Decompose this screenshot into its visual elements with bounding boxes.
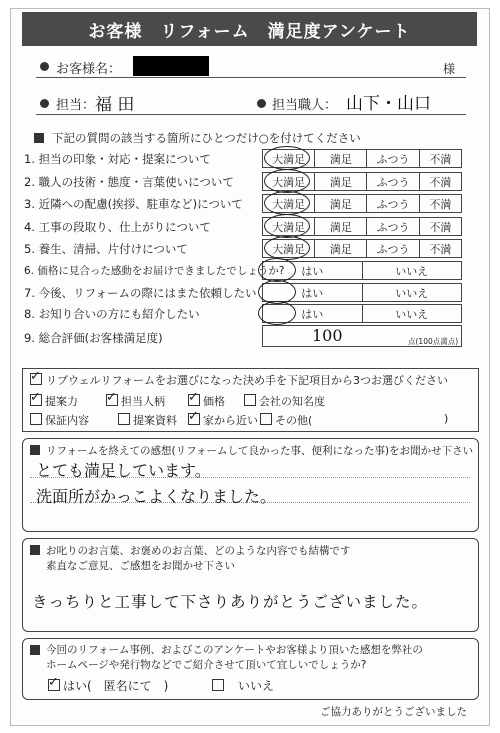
question-label: 2. 職人の技術・態度・言葉使いについて: [24, 175, 234, 189]
reason-label: 会社の知名度: [259, 395, 325, 408]
reason-label: 保証内容: [45, 414, 89, 427]
checkbox-icon[interactable]: [30, 394, 42, 406]
checkbox-icon[interactable]: [118, 413, 130, 425]
reason-item[interactable]: [188, 412, 258, 428]
impression-line-1: とても満足しています。: [36, 461, 211, 480]
selection-circle: [264, 236, 310, 260]
question-label: 8. お知り合いの方にも紹介したい: [24, 307, 200, 321]
section-square-icon: [34, 133, 44, 143]
option-very-satisfied[interactable]: 大満足: [263, 240, 315, 257]
option-dissatisfied[interactable]: 不満: [429, 197, 452, 211]
option-satisfied[interactable]: 満足: [315, 195, 367, 212]
option-satisfied[interactable]: 満足: [315, 173, 367, 190]
selection-circle: [264, 146, 310, 170]
questions-intro: 下記の質問の該当する箇所にひとつだけ○を付けてください: [52, 131, 361, 145]
reason-label: 提案力: [45, 395, 78, 408]
option-satisfied[interactable]: 満足: [315, 150, 367, 167]
option-very-satisfied[interactable]: 大満足: [263, 195, 315, 212]
reason-item[interactable]: [30, 412, 89, 428]
option-neutral[interactable]: ふつう: [367, 218, 419, 235]
customer-underline: [36, 77, 466, 78]
section-square-icon: [30, 645, 40, 655]
checkbox-icon[interactable]: [244, 394, 256, 406]
survey-title: お客様 リフォーム 満足度アンケート: [22, 12, 477, 46]
option-neutral[interactable]: ふつう: [367, 240, 419, 257]
sales-staff-label: 担当：: [56, 98, 96, 113]
checkbox-icon[interactable]: [30, 413, 42, 425]
selection-circle: [264, 191, 310, 215]
option-satisfied[interactable]: 満足: [315, 240, 367, 257]
comments-text: きっちりと工事して下さりありがとうございました。: [32, 593, 429, 611]
option-very-satisfied[interactable]: 大満足: [263, 218, 315, 235]
reason-item[interactable]: [106, 393, 165, 409]
question-label: 1. 担当の印象・対応・提案について: [24, 152, 211, 166]
option-neutral[interactable]: ふつう: [367, 173, 419, 190]
option-no[interactable]: いいえ: [395, 286, 429, 300]
checkbox-icon[interactable]: [106, 394, 118, 406]
reason-other-close: ): [444, 412, 449, 425]
publish-no-option[interactable]: [212, 677, 274, 694]
option-very-satisfied[interactable]: 大満足: [263, 150, 315, 167]
selection-circle: [264, 214, 310, 238]
checkbox-icon[interactable]: [188, 413, 200, 425]
redacted-name: [133, 56, 209, 76]
option-no[interactable]: いいえ: [395, 264, 429, 278]
publish-yes-option[interactable]: [48, 677, 168, 694]
selection-circle: [264, 169, 310, 193]
checked-checkbox-icon: [30, 373, 42, 385]
overall-score-value: 100: [312, 326, 343, 345]
impression-title: リフォームを終えての感想(リフォームして良かった事、便利になった事)をお聞かせ下さい: [46, 445, 474, 457]
publish-yes-label: はい( 匿名にて ): [63, 679, 169, 693]
publish-title-2: ホームページや発行物などでご紹介させて頂いて宜しいでしょうか?: [46, 659, 367, 671]
question-label: 5. 養生、清掃、片付けについて: [24, 242, 188, 256]
option-yes[interactable]: はい: [263, 262, 363, 279]
reason-label: 担当人柄: [121, 395, 165, 408]
section-square-icon: [30, 545, 40, 555]
bullet-icon: [40, 62, 49, 71]
option-dissatisfied[interactable]: 不満: [429, 220, 452, 234]
option-dissatisfied[interactable]: 不満: [429, 152, 452, 166]
question-label: 3. 近隣への配慮(挨拶、駐車など)について: [24, 197, 243, 211]
bullet-icon: [257, 99, 266, 108]
option-dissatisfied[interactable]: 不満: [429, 175, 452, 189]
reason-item[interactable]: [118, 412, 177, 428]
option-neutral[interactable]: ふつう: [367, 195, 419, 212]
question-label: 9. 総合評価(お客様満足度): [24, 331, 163, 345]
customer-honorific: 様: [443, 62, 456, 76]
checkbox-icon[interactable]: [188, 394, 200, 406]
customer-name-label: お客様名：: [56, 62, 122, 77]
publish-no-label: いいえ: [238, 679, 275, 693]
section-square-icon: [30, 445, 40, 455]
reason-label: その他(: [275, 414, 313, 427]
option-no[interactable]: いいえ: [395, 307, 429, 321]
checkbox-icon[interactable]: [48, 679, 60, 691]
checkbox-icon[interactable]: [260, 413, 272, 425]
overall-score-note: 点(100点満点): [408, 337, 459, 346]
reason-label: 価格: [203, 395, 225, 408]
question-label: 6. 価格に見合った感動をお届けできましたでしょうか?: [24, 265, 285, 277]
reasons-title: リブウェルリフォームをお選びになった決め手を下記項目から3つお選びください: [46, 374, 449, 387]
question-label: 4. 工事の段取り、仕上がりについて: [24, 220, 211, 234]
publish-title-1: 今回のリフォーム事例、およびこのアンケートやお客様より頂いた感想を弊社の: [46, 644, 423, 656]
staff-underline: [36, 114, 466, 115]
sales-staff-value: 福 田: [95, 95, 135, 115]
reason-item[interactable]: [188, 393, 225, 409]
reason-label: 提案資料: [133, 414, 177, 427]
reason-item[interactable]: [30, 393, 78, 409]
craftsman-value: 山下・山口: [346, 94, 431, 114]
footer-thanks: ご協力ありがとうございました: [320, 706, 467, 718]
option-yes[interactable]: はい: [263, 284, 363, 301]
question-label: 7. 今後、リフォームの際にはまた依頼したい: [24, 286, 257, 300]
option-neutral[interactable]: ふつう: [367, 150, 419, 167]
checkbox-icon[interactable]: [212, 679, 224, 691]
option-very-satisfied[interactable]: 大満足: [263, 173, 315, 190]
impression-line-2: 洗面所がかっこよくなりました。: [36, 487, 277, 506]
selection-circle: [258, 258, 296, 282]
comments-title-1: お叱りのお言葉、お褒めのお言葉、どのような内容でも結構です: [46, 545, 351, 557]
craftsman-label: 担当職人：: [272, 98, 338, 113]
reason-item[interactable]: [260, 412, 312, 428]
bullet-icon: [40, 99, 49, 108]
option-satisfied[interactable]: 満足: [315, 218, 367, 235]
reason-item[interactable]: [244, 393, 325, 409]
reason-label: 家から近い: [203, 414, 258, 427]
option-yes[interactable]: はい: [263, 305, 363, 322]
option-dissatisfied[interactable]: 不満: [429, 242, 452, 256]
selection-circle: [258, 301, 296, 325]
comments-title-2: 素直なご意見、ご感想をお聞かせ下さい: [46, 560, 235, 572]
